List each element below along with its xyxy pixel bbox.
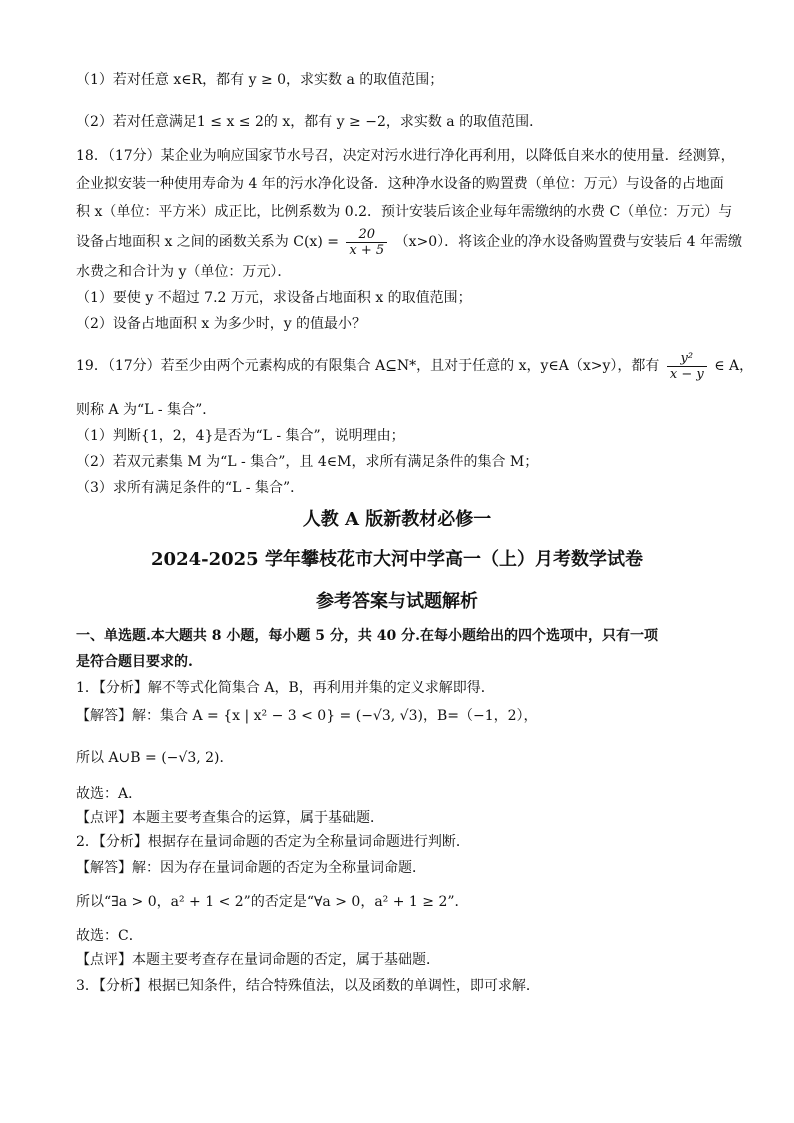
- q18-line3: 积 x（单位：平方米）成正比，比例系数为 0.2．预计安装后该企业每年需缴纳的水费 C（单位：万元）与: [76, 204, 733, 220]
- section1-line2: 是符合题目要求的.: [76, 654, 193, 670]
- q18-line4-text: 设备占地面积 x 之间的函数关系为 C(x) =: [76, 234, 339, 250]
- q18-line4-text2: （x>0）．将该企业的净水设备购置费与安装后 4 年需缴: [394, 234, 742, 250]
- q19-line2: 则称 A 为“L - 集合”．: [76, 402, 217, 418]
- q18-part2: （2）设备占地面积 x 为多少时，y 的值最小？: [76, 316, 367, 332]
- q19-fraction: [667, 351, 707, 382]
- q18-line4: [76, 226, 742, 258]
- a2-comment: 【点评】本题主要考查存在量词命题的否定，属于基础题．: [76, 952, 440, 968]
- q19-line1: [76, 350, 754, 382]
- q19-line1-text: 19．（17分）若至少由两个元素构成的有限集合 A⊆N*，且对于任意的 x，y∈A（x>y），都有: [76, 358, 660, 374]
- q18-fraction-den: x + 5: [349, 242, 385, 258]
- a2-solution: 【解答】解：因为存在量词命题的否定为全称量词命题．: [76, 860, 426, 876]
- q19-line1-text2: ∈ A，: [714, 358, 754, 374]
- header-title-2: 2024-2025 学年攀枝花市大河中学高一（上）月考数学试卷: [151, 549, 643, 570]
- q19-part1: （1）判断{1，2，4}是否为“L - 集合”，说明理由；: [76, 428, 405, 444]
- q18-line5: 水费之和合计为 y（单位：万元）．: [76, 264, 292, 280]
- a3-analysis: 3．【分析】根据已知条件，结合特殊值法，以及函数的单调性，即可求解．: [76, 978, 540, 994]
- section1-line1: 一、单选题.本大题共 8 小题，每小题 5 分，共 40 分.在每小题给出的四个选项中，只有一项: [76, 628, 658, 644]
- q18-line1: 18．（17分）某企业为响应国家节水号召，决定对污水进行净化再利用，以降低自来水的使用量．经测算，: [76, 148, 735, 164]
- a2-choice: 故选：C．: [76, 928, 143, 944]
- q19-fraction-num: y²: [667, 351, 707, 367]
- q19-part3: （3）求所有满足条件的“L - 集合”．: [76, 480, 305, 496]
- q18-part1: （1）要使 y 不超过 7.2 万元，求设备占地面积 x 的取值范围；: [76, 290, 472, 306]
- q17-part2: （2）若对任意满足1 ≤ x ≤ 2的 x，都有 y ≥ −2，求实数 a 的取值范围．: [76, 114, 544, 130]
- a2-analysis: 2．【分析】根据存在量词命题的否定为全称量词命题进行判断．: [76, 834, 470, 850]
- a1-comment: 【点评】本题主要考查集合的运算，属于基础题．: [76, 810, 384, 826]
- q17-part1: （1）若对任意 x∈R，都有 y ≥ 0，求实数 a 的取值范围；: [76, 72, 444, 88]
- a1-so: 所以 A∪B = (−√3, 2)．: [76, 750, 234, 766]
- a1-choice: 故选：A．: [76, 786, 143, 802]
- q19-part2: （2）若双元素集 M 为“L - 集合”，且 4∈M，求所有满足条件的集合 M；: [76, 454, 539, 470]
- a2-so: 所以“∃a > 0，a² + 1 < 2”的否定是“∀a > 0，a² + 1 ≥ 2”．: [76, 894, 469, 910]
- a1-solution: 【解答】解：集合 A = {x | x² − 3 < 0} = (−√3, √3)，B=（−1，2），: [76, 708, 538, 724]
- q19-fraction-den: x − y: [669, 366, 704, 382]
- a1-analysis: 1．【分析】解不等式化简集合 A，B，再利用并集的定义求解即得．: [76, 680, 495, 696]
- q18-fraction: [346, 227, 387, 258]
- q18-fraction-num: 20: [346, 227, 387, 243]
- q18-line2: 企业拟安装一种使用寿命为 4 年的污水净化设备．这种净水设备的购置费（单位：万元）与设备的占地面: [76, 176, 724, 192]
- header-title-3: 参考答案与试题解析: [316, 591, 478, 612]
- header-title-1: 人教 A 版新教材必修一: [302, 509, 492, 530]
